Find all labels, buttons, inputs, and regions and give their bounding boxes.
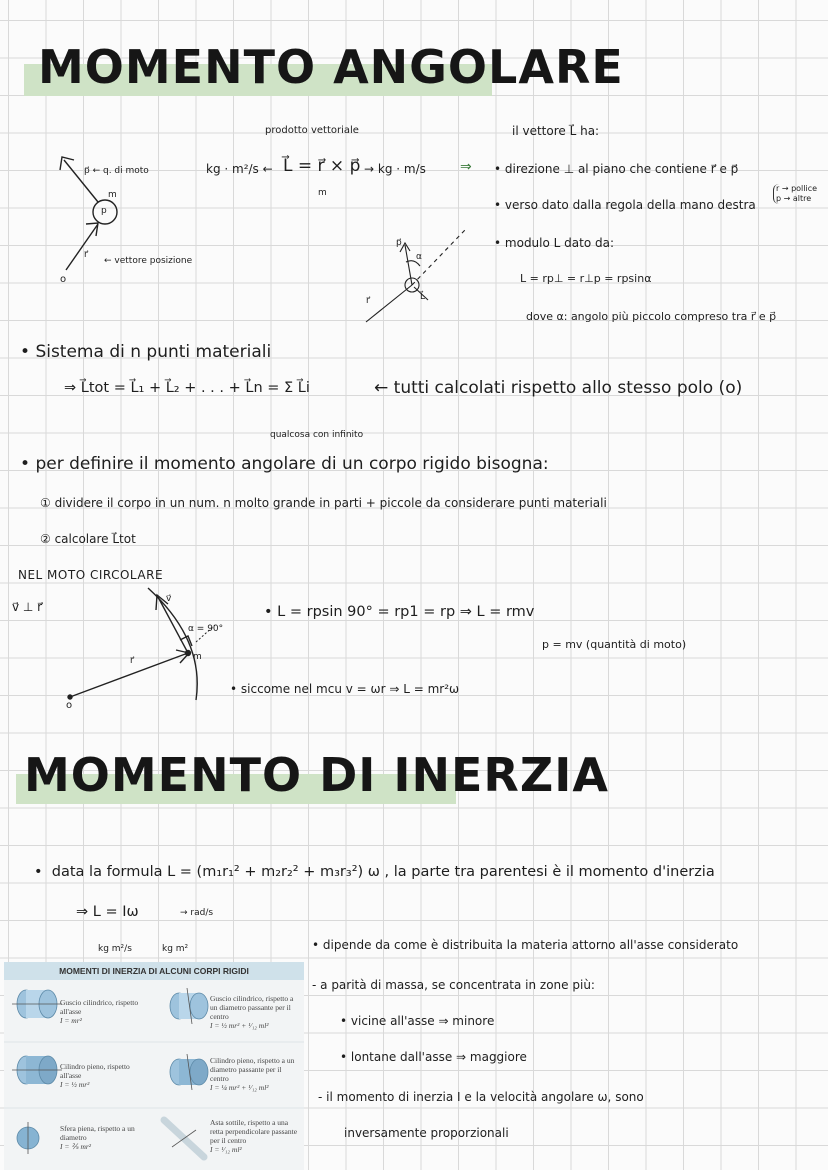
r-vector-label: r⃗ — [84, 250, 88, 260]
alpha-90-label: α = 90° — [188, 624, 224, 634]
diag2-alpha: α — [416, 252, 422, 262]
circ-o-label: o — [66, 700, 73, 711]
dove-alpha-note: dove α: angolo più piccolo compreso tra r⃗ e p⃗ — [526, 310, 777, 323]
circ-formula-1: • L = rpsin 90° = rp1 = rp ⇒ L = rmv — [264, 604, 535, 620]
table-title: MOMENTI DI INERZIA DI ALCUNI CORPI RIGIDI — [4, 962, 304, 980]
table-cell-5: Sfera piena, rispetto a un diametro I = ⅖ mr² — [60, 1124, 135, 1151]
note-distribuzione: • dipende da come è distribuita la materia attorno all'asse considerato — [312, 938, 739, 952]
left-unit: kg · m²/s ← — [206, 162, 273, 176]
l-i-omega: ⇒ L = Iω — [76, 904, 139, 920]
p-mv-note: p = mv (quantità di moto) — [542, 638, 687, 651]
note-lontane: • lontane dall'asse ⇒ maggiore — [340, 1050, 527, 1064]
inertia-table — [4, 962, 304, 1170]
particle-label: p — [101, 206, 107, 216]
origin-label: o — [60, 274, 67, 285]
note-inversamente-2: inversamente proporzionali — [344, 1126, 509, 1140]
table-cell-1: Guscio cilindrico, rispetto all'asse I = mr² — [60, 998, 139, 1025]
section2-title: MOMENTO DI INERZIA — [24, 748, 609, 802]
rigido-step1: ① dividere il corpo in un num. n molto grande in parti + piccole da considerare punti materiali — [40, 496, 607, 510]
circ-v-label: v⃗ — [166, 594, 172, 604]
implies-arrow: ⇒ — [460, 159, 472, 175]
inerzia-formula-line: • data la formula L = (m₁r₁² + m₂r₂² + m₃r₃²) ω , la parte tra parentesi è il momento d'inerzia — [34, 864, 715, 880]
table-cell-4: Cilindro pieno, rispetto a un diametro passante per il centro I = ¼ mr² + ¹⁄₁₂ ml² — [210, 1056, 295, 1092]
props-header: il vettore L⃗ ha: — [512, 124, 600, 138]
circolare-heading: NEL MOTO CIRCOLARE — [18, 568, 164, 582]
kg-m2-s-unit: kg m²/s — [98, 944, 132, 954]
rigido-heading: • per definire il momento angolare di un corpo rigido bisogna: — [20, 454, 549, 474]
mass-label: m — [108, 190, 117, 200]
diag2-r: r⃗ — [366, 296, 370, 306]
diag2-p: p⃗ — [396, 238, 402, 248]
note-inversamente-1: - il momento di inerzia I e la velocità angolare ω, sono — [318, 1090, 644, 1104]
q-di-moto-label: p⃗ ← q. di moto — [84, 166, 149, 176]
circ-m-label: m — [193, 652, 202, 662]
sistema-heading: • Sistema di n punti materiali — [20, 342, 272, 362]
prop-modulo: • modulo L dato da: — [494, 236, 614, 250]
qualcosa-note: qualcosa con infinito — [270, 430, 364, 440]
circ-formula-2: • siccome nel mcu v = ωr ⇒ L = mr²ω — [230, 682, 460, 696]
right-unit: → kg · m/s — [364, 162, 426, 176]
prodotto-vettoriale-note: prodotto vettoriale — [265, 125, 359, 136]
hand-note: r → pollice p → altre — [773, 184, 817, 204]
table-cell-6: Asta sottile, rispetto a una retta perpendicolare passante per il centro I = ¹⁄₁₂ ml² — [210, 1118, 298, 1154]
note-parita-massa: - a parità di massa, se concentrata in zone più: — [312, 978, 595, 992]
rad-s-unit: → rad/s — [180, 908, 214, 918]
angular-momentum-formula: L⃗ = r⃗ × p⃗ — [283, 156, 361, 176]
kg-m2-unit: kg m² — [162, 944, 189, 954]
circ-r-label: r⃗ — [130, 656, 134, 666]
m-below: m — [318, 188, 327, 198]
note-vicine: • vicine all'asse ⇒ minore — [340, 1014, 495, 1028]
page-title: MOMENTO ANGOLARE — [38, 40, 624, 94]
sistema-note: ← tutti calcolati rispetto allo stesso polo (o) — [374, 378, 743, 398]
prop-verso: • verso dato dalla regola della mano destra — [494, 198, 756, 212]
diag2-l: L⃗ — [420, 292, 426, 302]
rigido-step2: ② calcolare L⃗tot — [40, 532, 136, 546]
vettore-posizione-label: ← vettore posizione — [104, 256, 193, 266]
table-cell-2: Guscio cilindrico, rispetto a un diametro passante per il centro I = ½ mr² + ¹⁄₁₂ ml² — [210, 994, 294, 1030]
prop-direzione: • direzione ⊥ al piano che contiene r⃗ e p⃗ — [494, 162, 739, 176]
table-cell-3: Cilindro pieno, rispetto all'asse I = ½ mr² — [60, 1062, 130, 1089]
v-perp-r: v⃗ ⊥ r⃗ — [12, 600, 43, 614]
sistema-formula: ⇒ L⃗tot = L⃗₁ + L⃗₂ + . . . + L⃗n = Σ L⃗i — [64, 380, 310, 396]
modulo-formula: L = rp⊥ = r⊥p = rpsinα — [520, 272, 652, 285]
